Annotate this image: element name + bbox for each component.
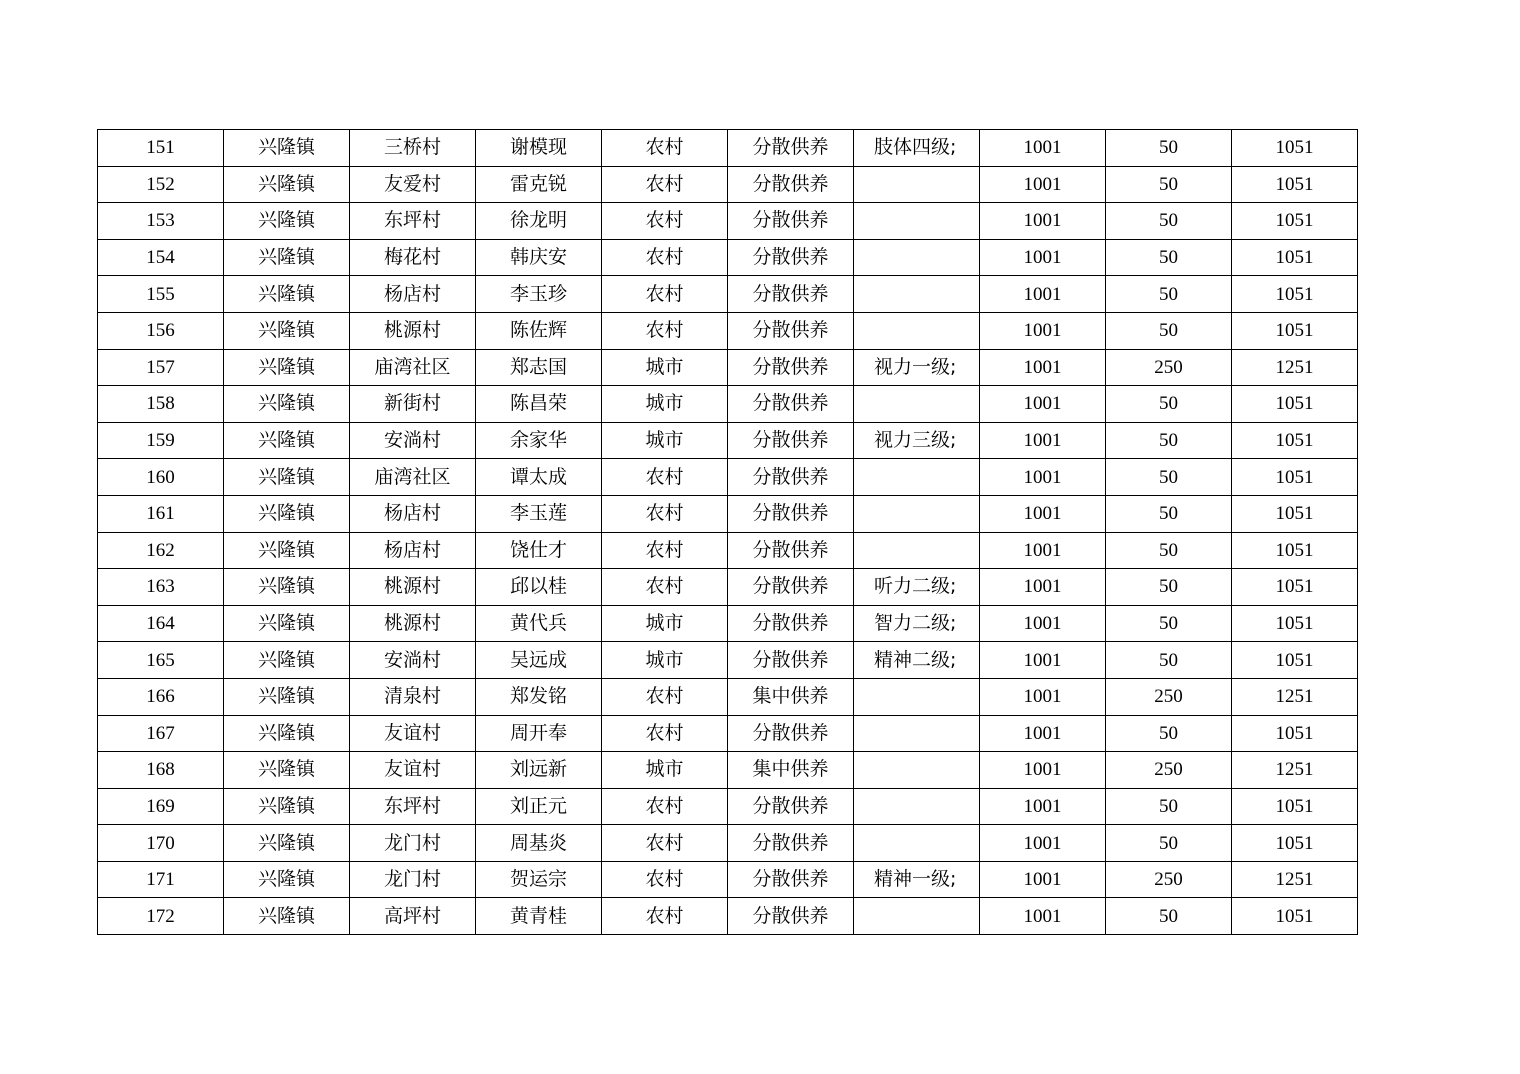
cell-disability-level: [854, 312, 980, 349]
cell-total-amount: 1051: [1232, 130, 1358, 167]
cell-serial-number: 167: [98, 715, 224, 752]
cell-base-amount: 1001: [980, 605, 1106, 642]
cell-serial-number: 169: [98, 788, 224, 825]
cell-base-amount: 1001: [980, 569, 1106, 606]
cell-person-name: 周开奉: [476, 715, 602, 752]
cell-person-name: 雷克锐: [476, 166, 602, 203]
cell-disability-level: [854, 386, 980, 423]
cell-serial-number: 153: [98, 203, 224, 240]
cell-area-type: 农村: [602, 312, 728, 349]
cell-serial-number: 164: [98, 605, 224, 642]
cell-base-amount: 1001: [980, 276, 1106, 313]
cell-village: 高坪村: [350, 898, 476, 935]
cell-extra-amount: 50: [1106, 459, 1232, 496]
cell-support-type: 分散供养: [728, 569, 854, 606]
cell-person-name: 郑志国: [476, 349, 602, 386]
cell-area-type: 农村: [602, 130, 728, 167]
cell-support-type: 分散供养: [728, 898, 854, 935]
cell-area-type: 城市: [602, 422, 728, 459]
cell-serial-number: 172: [98, 898, 224, 935]
cell-disability-level: [854, 532, 980, 569]
table-row: [98, 459, 1358, 496]
table-row: [98, 898, 1358, 935]
cell-extra-amount: 50: [1106, 605, 1232, 642]
cell-area-type: 农村: [602, 715, 728, 752]
cell-disability-level: [854, 898, 980, 935]
cell-extra-amount: 50: [1106, 642, 1232, 679]
cell-total-amount: 1051: [1232, 532, 1358, 569]
cell-village: 友谊村: [350, 752, 476, 789]
cell-extra-amount: 50: [1106, 495, 1232, 532]
cell-disability-level: 视力一级;: [854, 349, 980, 386]
cell-town: 兴隆镇: [224, 605, 350, 642]
cell-area-type: 城市: [602, 386, 728, 423]
cell-disability-level: 视力三级;: [854, 422, 980, 459]
cell-person-name: 李玉莲: [476, 495, 602, 532]
cell-support-type: 分散供养: [728, 532, 854, 569]
cell-extra-amount: 50: [1106, 130, 1232, 167]
cell-base-amount: 1001: [980, 642, 1106, 679]
cell-base-amount: 1001: [980, 752, 1106, 789]
cell-person-name: 陈昌荣: [476, 386, 602, 423]
cell-serial-number: 159: [98, 422, 224, 459]
cell-town: 兴隆镇: [224, 898, 350, 935]
table-row: [98, 203, 1358, 240]
cell-support-type: 分散供养: [728, 605, 854, 642]
cell-village: 东坪村: [350, 788, 476, 825]
cell-village: 友谊村: [350, 715, 476, 752]
cell-extra-amount: 50: [1106, 276, 1232, 313]
cell-area-type: 农村: [602, 495, 728, 532]
cell-area-type: 农村: [602, 203, 728, 240]
cell-person-name: 吴远成: [476, 642, 602, 679]
table-row: [98, 715, 1358, 752]
cell-area-type: 农村: [602, 825, 728, 862]
cell-serial-number: 161: [98, 495, 224, 532]
cell-support-type: 分散供养: [728, 788, 854, 825]
table-row: [98, 605, 1358, 642]
cell-serial-number: 166: [98, 678, 224, 715]
table-row: [98, 825, 1358, 862]
table-row: [98, 642, 1358, 679]
cell-disability-level: [854, 752, 980, 789]
cell-town: 兴隆镇: [224, 422, 350, 459]
cell-village: 杨店村: [350, 276, 476, 313]
table-row: [98, 788, 1358, 825]
cell-person-name: 余家华: [476, 422, 602, 459]
cell-extra-amount: 50: [1106, 898, 1232, 935]
cell-serial-number: 157: [98, 349, 224, 386]
cell-base-amount: 1001: [980, 678, 1106, 715]
cell-base-amount: 1001: [980, 715, 1106, 752]
cell-village: 安淌村: [350, 642, 476, 679]
cell-person-name: 谭太成: [476, 459, 602, 496]
cell-extra-amount: 50: [1106, 422, 1232, 459]
cell-area-type: 农村: [602, 678, 728, 715]
cell-total-amount: 1051: [1232, 495, 1358, 532]
cell-village: 梅花村: [350, 239, 476, 276]
cell-serial-number: 165: [98, 642, 224, 679]
table-row: [98, 422, 1358, 459]
cell-extra-amount: 250: [1106, 861, 1232, 898]
cell-disability-level: 精神二级;: [854, 642, 980, 679]
cell-town: 兴隆镇: [224, 239, 350, 276]
cell-disability-level: 肢体四级;: [854, 130, 980, 167]
cell-area-type: 农村: [602, 569, 728, 606]
cell-person-name: 黄青桂: [476, 898, 602, 935]
cell-village: 桃源村: [350, 312, 476, 349]
cell-person-name: 谢模现: [476, 130, 602, 167]
cell-total-amount: 1051: [1232, 166, 1358, 203]
cell-extra-amount: 50: [1106, 532, 1232, 569]
cell-area-type: 农村: [602, 532, 728, 569]
table-row: [98, 276, 1358, 313]
cell-total-amount: 1051: [1232, 642, 1358, 679]
cell-town: 兴隆镇: [224, 386, 350, 423]
table-row: [98, 312, 1358, 349]
cell-serial-number: 151: [98, 130, 224, 167]
table-row: [98, 495, 1358, 532]
cell-support-type: 分散供养: [728, 349, 854, 386]
cell-extra-amount: 50: [1106, 788, 1232, 825]
cell-person-name: 饶仕才: [476, 532, 602, 569]
cell-total-amount: 1251: [1232, 349, 1358, 386]
cell-serial-number: 162: [98, 532, 224, 569]
cell-area-type: 农村: [602, 861, 728, 898]
table-row: [98, 349, 1358, 386]
table-row: [98, 532, 1358, 569]
cell-extra-amount: 50: [1106, 825, 1232, 862]
cell-disability-level: 智力二级;: [854, 605, 980, 642]
cell-village: 龙门村: [350, 861, 476, 898]
cell-disability-level: [854, 788, 980, 825]
cell-town: 兴隆镇: [224, 130, 350, 167]
cell-village: 新街村: [350, 386, 476, 423]
cell-extra-amount: 50: [1106, 166, 1232, 203]
cell-base-amount: 1001: [980, 239, 1106, 276]
cell-serial-number: 163: [98, 569, 224, 606]
cell-serial-number: 156: [98, 312, 224, 349]
cell-disability-level: [854, 276, 980, 313]
cell-town: 兴隆镇: [224, 276, 350, 313]
cell-extra-amount: 50: [1106, 386, 1232, 423]
cell-area-type: 农村: [602, 898, 728, 935]
cell-support-type: 分散供养: [728, 312, 854, 349]
cell-support-type: 分散供养: [728, 203, 854, 240]
cell-support-type: 集中供养: [728, 752, 854, 789]
cell-village: 东坪村: [350, 203, 476, 240]
cell-total-amount: 1051: [1232, 276, 1358, 313]
cell-base-amount: 1001: [980, 203, 1106, 240]
cell-disability-level: [854, 825, 980, 862]
cell-base-amount: 1001: [980, 861, 1106, 898]
cell-town: 兴隆镇: [224, 569, 350, 606]
cell-serial-number: 155: [98, 276, 224, 313]
cell-total-amount: 1051: [1232, 788, 1358, 825]
cell-village: 杨店村: [350, 495, 476, 532]
cell-total-amount: 1051: [1232, 569, 1358, 606]
cell-total-amount: 1051: [1232, 605, 1358, 642]
cell-extra-amount: 250: [1106, 752, 1232, 789]
cell-extra-amount: 50: [1106, 569, 1232, 606]
cell-disability-level: [854, 459, 980, 496]
cell-village: 庙湾社区: [350, 459, 476, 496]
cell-support-type: 分散供养: [728, 715, 854, 752]
cell-person-name: 周基炎: [476, 825, 602, 862]
cell-base-amount: 1001: [980, 532, 1106, 569]
cell-town: 兴隆镇: [224, 788, 350, 825]
cell-village: 清泉村: [350, 678, 476, 715]
cell-village: 桃源村: [350, 605, 476, 642]
table-row: [98, 166, 1358, 203]
cell-base-amount: 1001: [980, 459, 1106, 496]
cell-village: 安淌村: [350, 422, 476, 459]
cell-person-name: 韩庆安: [476, 239, 602, 276]
cell-extra-amount: 250: [1106, 678, 1232, 715]
cell-area-type: 农村: [602, 166, 728, 203]
cell-person-name: 刘远新: [476, 752, 602, 789]
cell-base-amount: 1001: [980, 788, 1106, 825]
cell-total-amount: 1251: [1232, 752, 1358, 789]
cell-support-type: 分散供养: [728, 130, 854, 167]
cell-support-type: 分散供养: [728, 276, 854, 313]
cell-disability-level: [854, 678, 980, 715]
cell-disability-level: [854, 495, 980, 532]
cell-support-type: 分散供养: [728, 239, 854, 276]
table-body: [98, 130, 1358, 935]
cell-base-amount: 1001: [980, 825, 1106, 862]
cell-total-amount: 1051: [1232, 422, 1358, 459]
cell-person-name: 徐龙明: [476, 203, 602, 240]
cell-disability-level: [854, 203, 980, 240]
cell-extra-amount: 50: [1106, 715, 1232, 752]
cell-town: 兴隆镇: [224, 642, 350, 679]
cell-total-amount: 1051: [1232, 459, 1358, 496]
cell-person-name: 刘正元: [476, 788, 602, 825]
cell-support-type: 分散供养: [728, 422, 854, 459]
cell-total-amount: 1251: [1232, 678, 1358, 715]
cell-support-type: 分散供养: [728, 459, 854, 496]
cell-support-type: 分散供养: [728, 642, 854, 679]
cell-town: 兴隆镇: [224, 349, 350, 386]
cell-extra-amount: 50: [1106, 239, 1232, 276]
cell-support-type: 集中供养: [728, 678, 854, 715]
cell-total-amount: 1251: [1232, 861, 1358, 898]
cell-base-amount: 1001: [980, 898, 1106, 935]
cell-town: 兴隆镇: [224, 715, 350, 752]
cell-extra-amount: 50: [1106, 312, 1232, 349]
cell-town: 兴隆镇: [224, 312, 350, 349]
cell-village: 龙门村: [350, 825, 476, 862]
cell-support-type: 分散供养: [728, 825, 854, 862]
cell-town: 兴隆镇: [224, 532, 350, 569]
cell-person-name: 黄代兵: [476, 605, 602, 642]
cell-town: 兴隆镇: [224, 166, 350, 203]
cell-serial-number: 160: [98, 459, 224, 496]
cell-area-type: 农村: [602, 788, 728, 825]
cell-person-name: 陈佐辉: [476, 312, 602, 349]
cell-serial-number: 170: [98, 825, 224, 862]
cell-town: 兴隆镇: [224, 678, 350, 715]
beneficiary-table: [97, 129, 1358, 935]
cell-area-type: 城市: [602, 752, 728, 789]
cell-area-type: 农村: [602, 276, 728, 313]
table-row: [98, 130, 1358, 167]
table-row: [98, 678, 1358, 715]
cell-area-type: 城市: [602, 605, 728, 642]
cell-village: 杨店村: [350, 532, 476, 569]
cell-area-type: 农村: [602, 239, 728, 276]
cell-total-amount: 1051: [1232, 825, 1358, 862]
cell-support-type: 分散供养: [728, 495, 854, 532]
cell-base-amount: 1001: [980, 166, 1106, 203]
cell-extra-amount: 50: [1106, 203, 1232, 240]
cell-base-amount: 1001: [980, 495, 1106, 532]
cell-village: 三桥村: [350, 130, 476, 167]
cell-total-amount: 1051: [1232, 203, 1358, 240]
cell-village: 庙湾社区: [350, 349, 476, 386]
cell-person-name: 李玉珍: [476, 276, 602, 313]
cell-serial-number: 158: [98, 386, 224, 423]
cell-town: 兴隆镇: [224, 825, 350, 862]
cell-person-name: 贺运宗: [476, 861, 602, 898]
cell-base-amount: 1001: [980, 386, 1106, 423]
cell-disability-level: 精神一级;: [854, 861, 980, 898]
table-row: [98, 569, 1358, 606]
cell-serial-number: 154: [98, 239, 224, 276]
cell-disability-level: [854, 715, 980, 752]
table-row: [98, 752, 1358, 789]
cell-person-name: 郑发铭: [476, 678, 602, 715]
cell-serial-number: 171: [98, 861, 224, 898]
cell-town: 兴隆镇: [224, 495, 350, 532]
cell-area-type: 城市: [602, 642, 728, 679]
cell-disability-level: 听力二级;: [854, 569, 980, 606]
cell-area-type: 农村: [602, 459, 728, 496]
table-row: [98, 239, 1358, 276]
cell-serial-number: 168: [98, 752, 224, 789]
cell-town: 兴隆镇: [224, 459, 350, 496]
table-row: [98, 861, 1358, 898]
cell-base-amount: 1001: [980, 312, 1106, 349]
cell-disability-level: [854, 166, 980, 203]
cell-town: 兴隆镇: [224, 203, 350, 240]
cell-town: 兴隆镇: [224, 861, 350, 898]
table-row: [98, 386, 1358, 423]
cell-total-amount: 1051: [1232, 239, 1358, 276]
cell-village: 桃源村: [350, 569, 476, 606]
cell-extra-amount: 250: [1106, 349, 1232, 386]
cell-area-type: 城市: [602, 349, 728, 386]
cell-total-amount: 1051: [1232, 386, 1358, 423]
cell-village: 友爱村: [350, 166, 476, 203]
cell-support-type: 分散供养: [728, 861, 854, 898]
cell-base-amount: 1001: [980, 130, 1106, 167]
cell-total-amount: 1051: [1232, 715, 1358, 752]
cell-disability-level: [854, 239, 980, 276]
cell-base-amount: 1001: [980, 349, 1106, 386]
cell-town: 兴隆镇: [224, 752, 350, 789]
cell-support-type: 分散供养: [728, 386, 854, 423]
cell-serial-number: 152: [98, 166, 224, 203]
cell-support-type: 分散供养: [728, 166, 854, 203]
cell-total-amount: 1051: [1232, 312, 1358, 349]
cell-total-amount: 1051: [1232, 898, 1358, 935]
cell-base-amount: 1001: [980, 422, 1106, 459]
cell-person-name: 邱以桂: [476, 569, 602, 606]
